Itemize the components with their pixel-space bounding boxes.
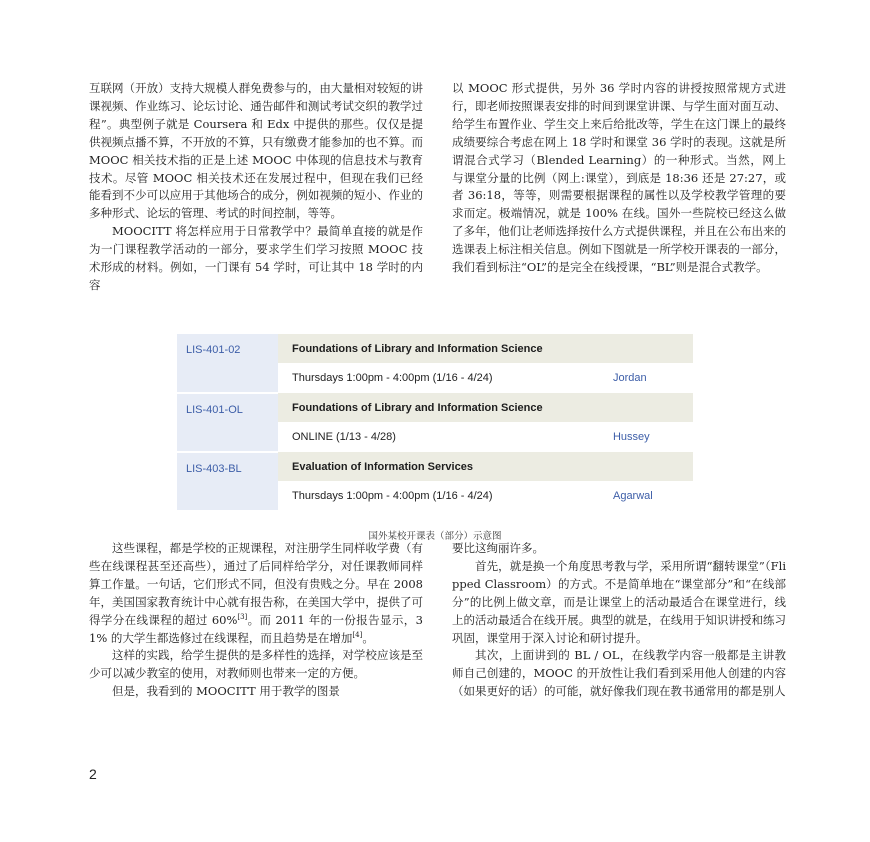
course-schedule: Thursdays 1:00pm - 4:00pm (1/16 - 4/24)	[292, 372, 493, 384]
table-row	[177, 393, 693, 422]
paragraph: 要比这绚丽许多。	[452, 541, 544, 555]
text-column-top-right	[452, 80, 786, 277]
course-title: Foundations of Library and Information Science	[278, 334, 693, 363]
course-code: LIS-401-02	[177, 334, 278, 393]
paragraph: 但是，我看到的 MOOCITT 用于教学的图景	[112, 684, 340, 699]
course-schedule-table	[177, 334, 693, 512]
course-instructor: Hussey	[612, 431, 650, 443]
course-instructor: Jordan	[612, 372, 647, 384]
citation-ref: [4]	[352, 630, 363, 639]
course-title: Evaluation of Information Services	[278, 452, 693, 481]
paragraph: 以 MOOC 形式提供，另外 36 学时内容的讲授按照常规方式进行，即老师按照课表安排的时间到课堂讲课、与学生面对面互动、给学生布置作业、学生交上来后给批改等，学生在这门课上的最终成绩要综合考虑在网上 18 学时和课堂 36 学时的表现。这就是所谓混合式学习（Blended Learning）的一种形式。当然，网上与课堂分量的比例（网上:课堂），到底是 18:36 还是 27:27，或者 36:18，等等，则需要根据课程的属性以及学校教学管理的要求而定。极端情况，就是 100% 在线。国外一些院校已经这么做了多年，他们让老师选择按什么方式提供课程，并且在公布出来的选课表上标注相关信息。例如下图就是一所学校开课表的一部分，我们看到标注“OL”的是完全在线授课，“BL”则是混合式教学。	[452, 81, 786, 275]
table-row	[177, 452, 693, 481]
text-column-top-left	[89, 80, 423, 295]
course-instructor: Agarwal	[612, 490, 653, 502]
citation-ref: [3]	[237, 612, 248, 621]
course-title: Foundations of Library and Information Science	[278, 393, 693, 422]
paragraph: MOOCITT 将怎样应用于日常教学中？最简单直接的就是作为一门课程教学活动的一部分，要求学生们学习按照 MOOC 技术形成的材料。例如，一门课有 54 学时，可让其中 18 学时的内容	[89, 224, 423, 292]
paragraph: 其次，上面讲到的 BL / OL，在线教学内容一般都是主讲教师自己创建的，MOOC 的开放性让我们看到采用他人创建的内容（如果更好的话）的可能，就好像我们现在教书通常用的都是别人	[452, 648, 786, 699]
paragraph: 首先，就是换一个角度思考教与学，采用所谓“翻转课堂”（Flipped Classroom）的方式。不是简单地在“课堂部分”和“在线部分”的比例上做文章，而是让课堂上的活动最适合在课堂进行，线上的活动最适合在线开展。典型的就是，在线用于知识讲授和练习巩固，课堂用于深入讨论和研讨提升。	[452, 558, 786, 645]
paragraph: 互联网（开放）支持大规模人群免费参与的，由大量相对较短的讲课视频、作业练习、论坛讨论、通告邮件和测试考试交织的教学过程”。典型例子就是 Coursera 和 Edx 中提供的那些。仅仅是提供视频点播不算，不开放的不算，只有缴费才能参加的也不算。而 MOOC 相关技术指的正是上述 MOOC 中体现的信息技术与教育技术。尽管 MOOC 相关技术还在发展过程中，但现在我们已经能看到不少可以应用于其他场合的成分，例如视频的短小、作业的多种形式、论坛的管理、考试的时间控制，等等。	[89, 81, 423, 221]
course-schedule: ONLINE (1/13 - 4/28)	[292, 431, 396, 443]
page-number: 2	[89, 766, 97, 782]
table-row	[177, 334, 693, 363]
paragraph	[89, 540, 423, 647]
paragraph-text: 。而 2011 年的一份报告显示，31% 的大学生都选修过在线课程，而且趋势是在增加	[89, 612, 423, 645]
paragraph-text: 这些课程，都是学校的正规课程，对注册学生同样收学费（有些在线课程甚至还高些），通过了后同样给学分，对任课教师同样算工作量。一句话，它们形式不同，但没有贵贱之分。早在 2008 年，美国国家教育统计中心就有报告称，在美国大学中，提供了可得学分在线课程的超过 60%	[89, 541, 423, 627]
paragraph: 这样的实践，给学生提供的是多样性的选择，对学校应该是至少可以减少教室的使用，对教师则也带来一定的方便。	[89, 648, 423, 681]
figure-caption: 国外某校开课表（部分）示意图	[368, 531, 502, 542]
course-code: LIS-403-BL	[177, 452, 278, 511]
text-column-bottom-right	[452, 540, 786, 701]
course-schedule: Thursdays 1:00pm - 4:00pm (1/16 - 4/24)	[292, 490, 493, 502]
course-code: LIS-401-OL	[177, 393, 278, 452]
text-column-bottom-left	[89, 540, 423, 701]
paragraph-text: 。	[362, 630, 374, 645]
